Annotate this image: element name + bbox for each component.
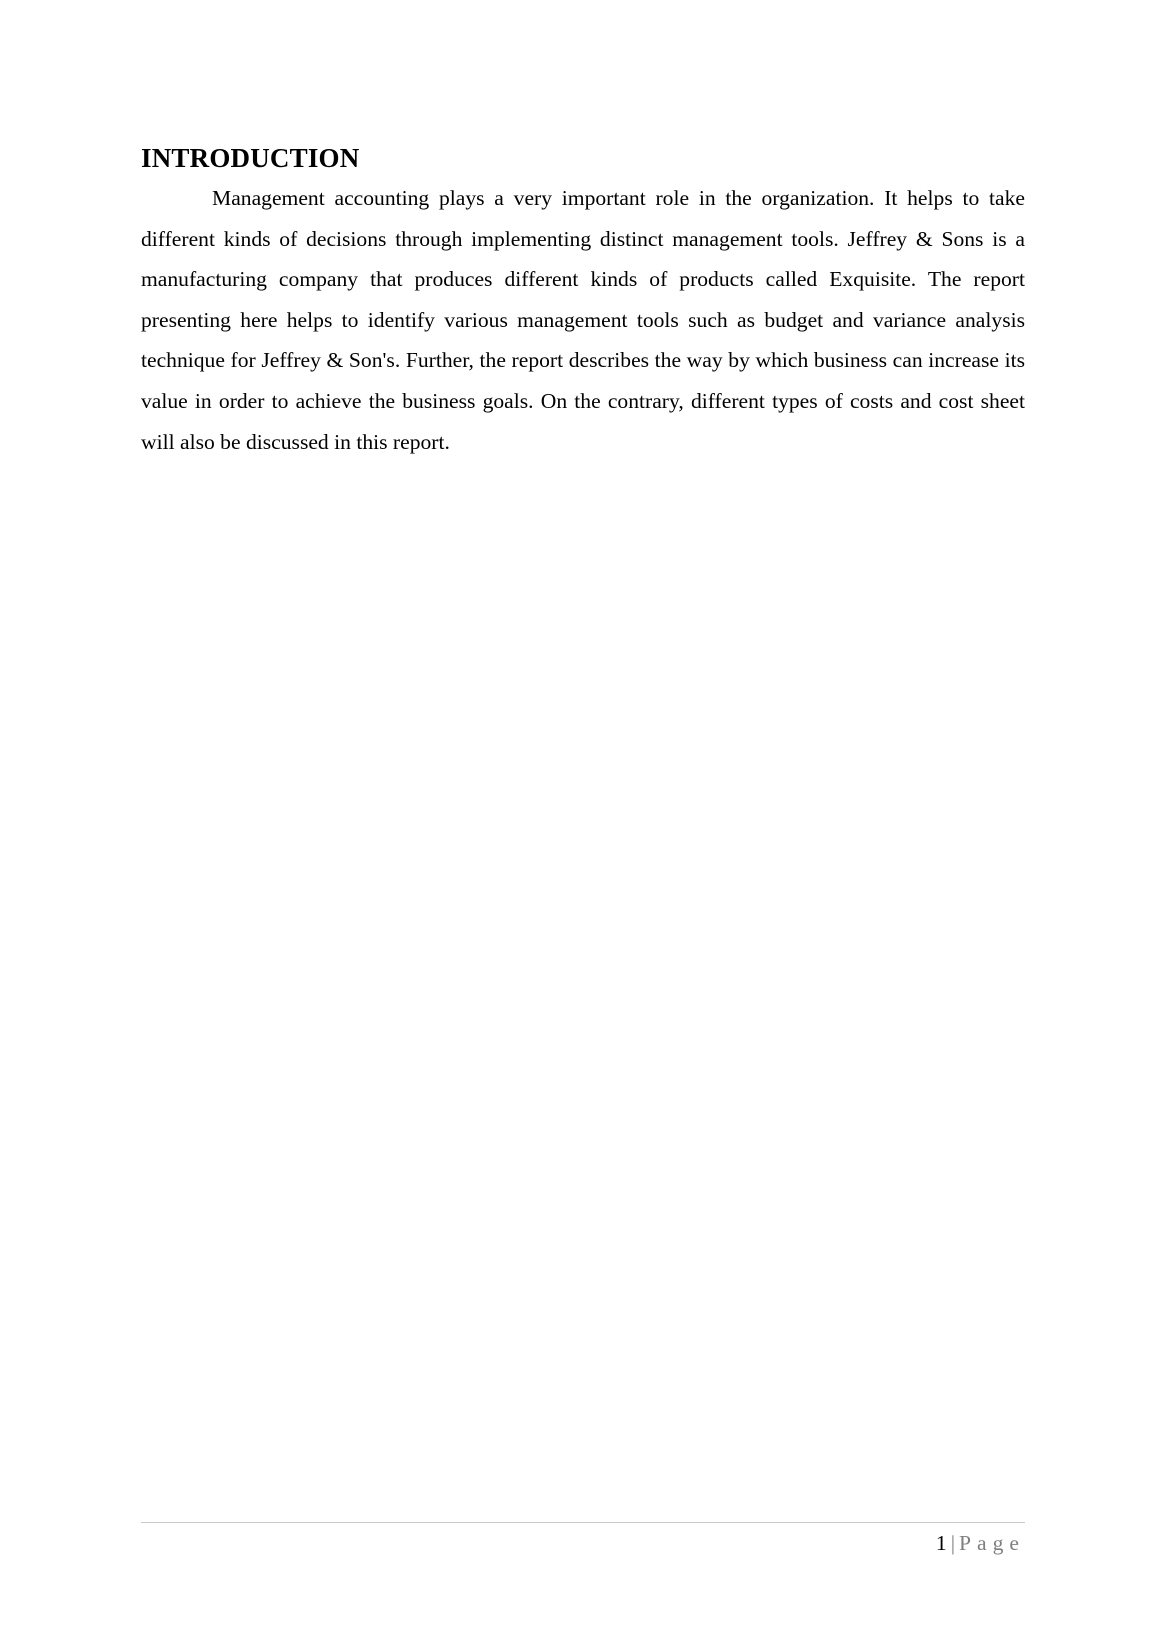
page-indicator xyxy=(141,1529,1025,1557)
introduction-paragraph: Management accounting plays a very important role in the organization. It helps to take different kinds of decisions through implementing distinct management tools. Jeffrey & Sons is a manufacturing company that produces different kinds of products called Exquisite. The report presenting here helps to identify various management tools such as budget and variance analysis technique for Jeffrey & Son's. Further, the report describes the way by which business can increase its value in order to achieve the business goals. On the contrary, different types of costs and cost sheet will also be discussed in this report. xyxy=(141,186,1025,454)
page-footer xyxy=(141,1522,1025,1557)
page-content xyxy=(141,138,1025,462)
page-number: 1 xyxy=(935,1531,947,1555)
page-separator: | xyxy=(950,1531,956,1555)
section-heading: INTRODUCTION xyxy=(141,143,360,173)
page-label: Page xyxy=(959,1531,1025,1555)
footer-divider xyxy=(141,1522,1025,1523)
